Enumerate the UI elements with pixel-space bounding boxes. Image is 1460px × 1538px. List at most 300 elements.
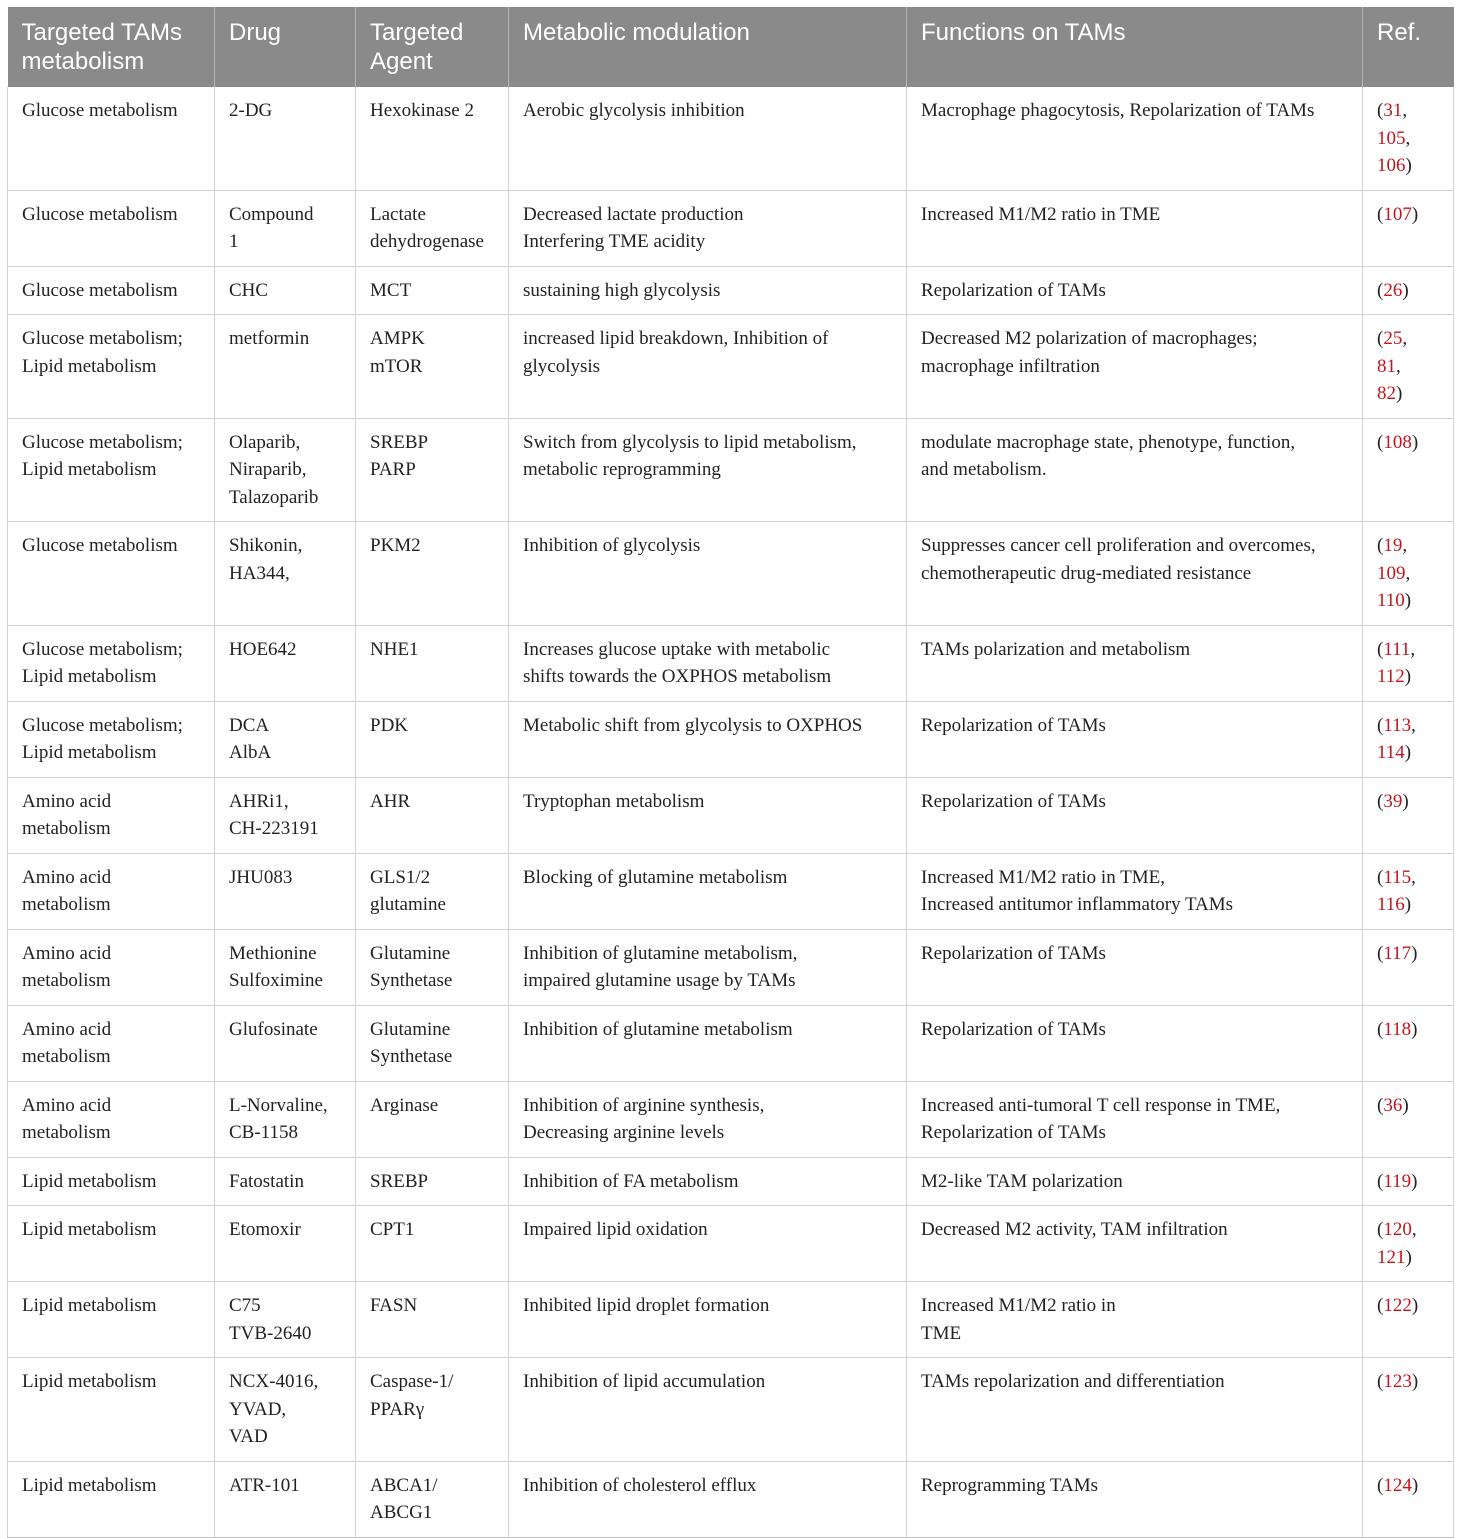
cell-line: Lipid metabolism: [22, 1371, 157, 1392]
cell-metabolic-modulation: [509, 701, 907, 777]
cell-targeted-agent: [356, 1282, 509, 1358]
cell-drug: [215, 701, 356, 777]
ref-link[interactable]: 105: [1377, 127, 1406, 149]
cell-line: Increased antitumor inflammatory TAMs: [921, 894, 1234, 915]
cell-line: macrophage infiltration: [921, 355, 1100, 377]
cell-line: metabolism: [22, 970, 111, 991]
cell-metabolic-modulation: [509, 266, 907, 315]
cell-line: Hexokinase 2: [370, 100, 474, 121]
cell-line: metabolism: [22, 1046, 111, 1067]
cell-drug: [215, 1282, 356, 1358]
cell-line: Glucose metabolism: [22, 203, 178, 225]
ref-punct: ): [1402, 279, 1409, 301]
ref-punct: (: [1377, 638, 1384, 660]
cell-line: M2-like TAM polarization: [921, 1170, 1123, 1192]
table-row: [8, 1206, 1454, 1282]
cell-targeted-agent: [356, 1461, 509, 1537]
cell-metabolic-modulation: [509, 1005, 907, 1081]
cell-line: Inhibited lipid droplet formation: [523, 1295, 770, 1316]
ref-line: [1377, 1292, 1445, 1320]
cell-metabolism: [8, 190, 215, 266]
cell-line: Talazoparib: [229, 486, 319, 508]
ref-line: [1377, 788, 1445, 816]
cell-targeted-agent: [356, 777, 509, 853]
cell-drug: [215, 522, 356, 626]
ref-punct: ,: [1402, 535, 1408, 556]
cell-drug: [215, 315, 356, 419]
ref-link[interactable]: 26: [1383, 279, 1403, 301]
ref-link[interactable]: 106: [1377, 155, 1406, 176]
cell-line: Glutamine: [370, 942, 451, 964]
ref-link[interactable]: 120: [1383, 1219, 1412, 1240]
cell-line: Amino acid: [22, 1094, 112, 1116]
cell-line: AlbA: [229, 742, 272, 763]
cell-line: HA344,: [229, 562, 290, 584]
ref-punct: (: [1377, 535, 1384, 556]
ref-punct: ,: [1405, 562, 1411, 584]
cell-line: Increased M1/M2 ratio in TME: [921, 203, 1161, 225]
cell-drug: [215, 1358, 356, 1462]
ref-link[interactable]: 122: [1383, 1295, 1412, 1316]
ref-punct: ): [1411, 1018, 1418, 1040]
cell-line: Inhibition of glutamine metabolism: [523, 1018, 793, 1040]
cell-line: SREBP: [370, 1170, 429, 1192]
ref-line: [1377, 712, 1445, 740]
cell-line: Lactate: [370, 203, 426, 225]
cell-targeted-agent: [356, 1157, 509, 1206]
cell-metabolic-modulation: [509, 315, 907, 419]
cell-metabolic-modulation: [509, 87, 907, 190]
cell-line: Glucose metabolism: [22, 535, 178, 556]
cell-line: Niraparib,: [229, 459, 307, 480]
cell-line: Suppresses cancer cell proliferation and overcomes,: [921, 535, 1316, 556]
cell-functions: [907, 929, 1363, 1005]
ref-punct: (: [1377, 714, 1384, 736]
cell-ref: [1363, 1282, 1454, 1358]
cell-line: dehydrogenase: [370, 231, 484, 252]
ref-punct: ): [1411, 1295, 1419, 1316]
cell-ref: [1363, 1358, 1454, 1462]
ref-punct: (: [1377, 100, 1384, 121]
ref-line: [1377, 864, 1445, 892]
cell-metabolism: [8, 777, 215, 853]
ref-punct: ): [1411, 1474, 1419, 1496]
ref-line: [1377, 353, 1445, 381]
cell-metabolism: [8, 1461, 215, 1537]
cell-ref: [1363, 701, 1454, 777]
ref-punct: (: [1377, 1295, 1384, 1316]
ref-link[interactable]: 112: [1377, 666, 1405, 687]
ref-punct: ,: [1411, 714, 1416, 736]
cell-line: C75: [229, 1295, 261, 1316]
header-targeted-agent: [356, 7, 509, 87]
cell-line: L-Norvaline,: [229, 1094, 328, 1116]
ref-link[interactable]: 107: [1383, 203, 1412, 225]
cell-drug: [215, 625, 356, 701]
cell-line: Tryptophan metabolism: [523, 790, 705, 812]
cell-metabolism: [8, 1282, 215, 1358]
cell-line: GLS1/2: [370, 866, 431, 888]
ref-punct: (: [1377, 328, 1384, 349]
ref-link[interactable]: 39: [1383, 790, 1403, 812]
cell-line: Lipid metabolism: [22, 459, 157, 480]
cell-line: NCX-4016,: [229, 1371, 319, 1392]
cell-ref: [1363, 418, 1454, 522]
ref-link[interactable]: 111: [1383, 638, 1411, 660]
cell-line: PKM2: [370, 535, 421, 556]
cell-line: Aerobic glycolysis inhibition: [523, 100, 745, 121]
cell-targeted-agent: [356, 1206, 509, 1282]
ref-link[interactable]: 82: [1377, 383, 1396, 404]
cell-line: TAMs polarization and metabolism: [921, 638, 1191, 660]
cell-line: Decreased M2 polarization of macrophages;: [921, 328, 1258, 349]
ref-punct: ): [1402, 790, 1409, 812]
header-ref: [1363, 7, 1454, 87]
cell-ref: [1363, 522, 1454, 626]
cell-targeted-agent: [356, 853, 509, 929]
ref-punct: ): [1405, 155, 1412, 176]
cell-line: CPT1: [370, 1219, 415, 1240]
cell-metabolic-modulation: [509, 929, 907, 1005]
cell-metabolism: [8, 87, 215, 190]
cell-line: DCA: [229, 714, 270, 736]
cell-metabolic-modulation: [509, 522, 907, 626]
cell-metabolic-modulation: [509, 1461, 907, 1537]
cell-drug: [215, 1461, 356, 1537]
cell-line: Lipid metabolism: [22, 1474, 157, 1496]
ref-link[interactable]: 25: [1383, 328, 1403, 349]
cell-line: Inhibition of glutamine metabolism,: [523, 942, 798, 964]
table-header: [8, 7, 1454, 87]
ref-punct: (: [1377, 279, 1384, 301]
ref-link[interactable]: 121: [1377, 1246, 1406, 1268]
cell-line: Repolarization of TAMs: [921, 790, 1106, 812]
cell-targeted-agent: [356, 1358, 509, 1462]
cell-targeted-agent: [356, 87, 509, 190]
cell-metabolic-modulation: [509, 625, 907, 701]
cell-line: Repolarization of TAMs: [921, 1122, 1106, 1143]
table-row: [8, 87, 1454, 190]
cell-line: Drug: [229, 19, 282, 46]
cell-ref: [1363, 87, 1454, 190]
cell-line: Lipid metabolism: [22, 1219, 157, 1240]
cell-line: Etomoxir: [229, 1219, 301, 1240]
cell-line: Decreased M2 activity, TAM infiltration: [921, 1219, 1228, 1240]
cell-line: Glucose metabolism;: [22, 431, 183, 453]
ref-link[interactable]: 118: [1383, 1018, 1412, 1040]
cell-drug: [215, 190, 356, 266]
table-body: [8, 87, 1454, 1537]
cell-line: Lipid metabolism: [22, 666, 157, 687]
cell-functions: [907, 1282, 1363, 1358]
ref-punct: ,: [1411, 1219, 1417, 1240]
cell-line: Inhibition of glycolysis: [523, 535, 701, 556]
ref-link[interactable]: 19: [1383, 535, 1403, 556]
cell-metabolic-modulation: [509, 418, 907, 522]
cell-line: Amino acid: [22, 1018, 112, 1040]
cell-line: impaired glutamine usage by TAMs: [523, 970, 796, 991]
ref-punct: (: [1377, 1371, 1384, 1392]
ref-punct: ): [1411, 203, 1419, 225]
cell-targeted-agent: [356, 625, 509, 701]
cell-metabolic-modulation: [509, 1081, 907, 1157]
cell-functions: [907, 418, 1363, 522]
table-row: [8, 1005, 1454, 1081]
cell-ref: [1363, 777, 1454, 853]
ref-punct: (: [1377, 866, 1384, 888]
cell-line: ATR-101: [229, 1474, 300, 1496]
cell-ref: [1363, 1461, 1454, 1537]
cell-line: Amino acid: [22, 866, 112, 888]
cell-line: metabolism: [22, 1122, 111, 1143]
cell-ref: [1363, 853, 1454, 929]
cell-line: Inhibition of lipid accumulation: [523, 1371, 766, 1392]
cell-functions: [907, 1358, 1363, 1462]
ref-punct: ): [1411, 1170, 1418, 1192]
ref-line: [1377, 940, 1445, 968]
header-metabolic-modulation: [509, 7, 907, 87]
ref-link[interactable]: 114: [1377, 742, 1405, 763]
cell-line: Impaired lipid oxidation: [523, 1219, 708, 1240]
ref-punct: ,: [1396, 355, 1401, 377]
ref-link[interactable]: 117: [1383, 942, 1412, 964]
ref-link[interactable]: 113: [1383, 714, 1412, 736]
ref-link[interactable]: 119: [1383, 1170, 1412, 1192]
tams-metabolism-table: [7, 7, 1454, 1538]
cell-targeted-agent: [356, 418, 509, 522]
ref-punct: (: [1377, 203, 1384, 225]
cell-line: Increased M1/M2 ratio in: [921, 1295, 1116, 1316]
ref-line: [1377, 201, 1445, 229]
ref-link[interactable]: 116: [1377, 894, 1405, 915]
cell-line: 2-DG: [229, 100, 273, 121]
cell-line: Metabolic shift from glycolysis to OXPHOS: [523, 714, 863, 736]
cell-line: VAD: [229, 1426, 268, 1447]
cell-line: Synthetase: [370, 1046, 453, 1067]
cell-metabolism: [8, 315, 215, 419]
cell-line: Decreased lactate production: [523, 203, 744, 225]
cell-targeted-agent: [356, 929, 509, 1005]
ref-punct: ): [1396, 383, 1403, 404]
cell-line: PDK: [370, 714, 409, 736]
cell-line: AMPK: [370, 328, 425, 349]
ref-link[interactable]: 124: [1383, 1474, 1412, 1496]
cell-drug: [215, 1157, 356, 1206]
cell-ref: [1363, 625, 1454, 701]
cell-line: Fatostatin: [229, 1170, 304, 1192]
cell-line: Increased anti-tumoral T cell response in TME,: [921, 1094, 1281, 1116]
cell-ref: [1363, 266, 1454, 315]
cell-metabolism: [8, 418, 215, 522]
cell-line: Glucose metabolism;: [22, 328, 183, 349]
ref-link[interactable]: 31: [1383, 100, 1403, 121]
cell-line: mTOR: [370, 355, 423, 377]
ref-link[interactable]: 108: [1383, 431, 1412, 453]
ref-punct: (: [1377, 1219, 1384, 1240]
cell-line: JHU083: [229, 866, 293, 888]
ref-line: [1377, 1092, 1445, 1120]
ref-punct: (: [1377, 1018, 1384, 1040]
cell-functions: [907, 1081, 1363, 1157]
cell-metabolism: [8, 1005, 215, 1081]
cell-line: ABCA1/: [370, 1474, 438, 1496]
table-row: [8, 315, 1454, 419]
ref-line: [1377, 277, 1445, 305]
cell-line: Metabolic modulation: [523, 19, 750, 46]
cell-line: Inhibition of cholesterol efflux: [523, 1474, 757, 1496]
cell-functions: [907, 190, 1363, 266]
cell-line: AHRi1,: [229, 790, 289, 812]
cell-line: glutamine: [370, 894, 446, 915]
ref-punct: ,: [1402, 100, 1408, 121]
ref-punct: ): [1404, 894, 1412, 915]
cell-line: 1: [229, 231, 239, 252]
cell-line: Targeted: [370, 19, 464, 46]
ref-line: [1377, 97, 1445, 125]
ref-link[interactable]: 115: [1383, 866, 1412, 888]
ref-punct: (: [1377, 1170, 1384, 1192]
cell-line: SREBP: [370, 431, 429, 453]
cell-line: Repolarization of TAMs: [921, 942, 1106, 964]
table-row: [8, 1461, 1454, 1537]
cell-line: Repolarization of TAMs: [921, 714, 1106, 736]
ref-punct: ): [1411, 431, 1419, 453]
cell-line: Increases glucose uptake with metabolic: [523, 638, 831, 660]
cell-line: metabolism: [21, 48, 145, 75]
cell-line: Interfering TME acidity: [523, 231, 706, 252]
ref-link[interactable]: 81: [1377, 355, 1396, 377]
table-row: [8, 853, 1454, 929]
ref-punct: ,: [1410, 638, 1416, 660]
ref-punct: ): [1404, 590, 1412, 611]
cell-targeted-agent: [356, 266, 509, 315]
cell-line: Shikonin,: [229, 535, 303, 556]
table-row: [8, 190, 1454, 266]
cell-line: NHE1: [370, 638, 419, 660]
ref-link[interactable]: 123: [1383, 1371, 1412, 1392]
cell-functions: [907, 87, 1363, 190]
ref-line: [1377, 739, 1445, 767]
table-row: [8, 1358, 1454, 1462]
cell-line: YVAD,: [229, 1398, 287, 1420]
ref-link[interactable]: 109: [1377, 562, 1406, 584]
cell-line: chemotherapeutic drug-mediated resistance: [921, 562, 1252, 584]
table-row: [8, 1157, 1454, 1206]
cell-line: metformin: [229, 328, 310, 349]
ref-punct: ): [1411, 942, 1418, 964]
cell-functions: [907, 522, 1363, 626]
cell-line: Inhibition of arginine synthesis,: [523, 1094, 765, 1116]
cell-drug: [215, 929, 356, 1005]
cell-line: Targeted TAMs: [21, 19, 183, 46]
cell-line: CHC: [229, 279, 269, 301]
cell-line: TAMs repolarization and differentiation: [921, 1371, 1225, 1392]
cell-functions: [907, 315, 1363, 419]
cell-ref: [1363, 1005, 1454, 1081]
cell-metabolism: [8, 853, 215, 929]
cell-metabolic-modulation: [509, 1282, 907, 1358]
ref-punct: ): [1404, 666, 1412, 687]
cell-metabolic-modulation: [509, 190, 907, 266]
ref-line: [1377, 429, 1445, 457]
cell-metabolic-modulation: [509, 1206, 907, 1282]
cell-line: Glucose metabolism: [22, 100, 178, 121]
cell-ref: [1363, 190, 1454, 266]
cell-functions: [907, 701, 1363, 777]
cell-drug: [215, 1206, 356, 1282]
cell-ref: [1363, 1157, 1454, 1206]
ref-punct: ): [1411, 1371, 1419, 1392]
cell-drug: [215, 1005, 356, 1081]
cell-line: CB-1158: [229, 1122, 298, 1143]
ref-punct: ,: [1405, 127, 1411, 149]
cell-line: Functions on TAMs: [921, 19, 1126, 46]
table-row: [8, 522, 1454, 626]
cell-ref: [1363, 315, 1454, 419]
cell-line: Increased M1/M2 ratio in TME,: [921, 866, 1165, 888]
cell-metabolic-modulation: [509, 853, 907, 929]
cell-line: Repolarization of TAMs: [921, 1018, 1106, 1040]
table-row: [8, 701, 1454, 777]
table-row: [8, 777, 1454, 853]
cell-line: Ref.: [1377, 19, 1422, 46]
cell-line: metabolism: [22, 894, 111, 915]
ref-punct: (: [1377, 790, 1384, 812]
cell-line: Methionine: [229, 942, 317, 964]
cell-line: PPARγ: [370, 1398, 425, 1420]
cell-line: Agent: [370, 48, 433, 75]
cell-targeted-agent: [356, 315, 509, 419]
header-targeted-tams-metabolism: [8, 7, 215, 87]
table-row: [8, 266, 1454, 315]
cell-line: Sulfoximine: [229, 970, 323, 991]
table-row: [8, 1081, 1454, 1157]
ref-link[interactable]: 110: [1377, 590, 1405, 611]
cell-functions: [907, 1206, 1363, 1282]
cell-line: metabolism: [22, 818, 111, 839]
ref-link[interactable]: 36: [1383, 1094, 1403, 1116]
cell-line: CH-223191: [229, 818, 319, 839]
cell-metabolic-modulation: [509, 1358, 907, 1462]
cell-line: TVB-2640: [229, 1322, 312, 1344]
cell-metabolism: [8, 929, 215, 1005]
header-drug: [215, 7, 356, 87]
table-row: [8, 418, 1454, 522]
ref-line: [1377, 587, 1445, 615]
cell-line: Lipid metabolism: [22, 742, 157, 763]
cell-line: HOE642: [229, 638, 297, 660]
cell-line: shifts towards the OXPHOS metabolism: [523, 666, 832, 687]
ref-punct: (: [1377, 1474, 1384, 1496]
ref-punct: ,: [1402, 328, 1408, 349]
cell-line: Glufosinate: [229, 1018, 318, 1040]
cell-metabolic-modulation: [509, 1157, 907, 1206]
cell-line: Glucose metabolism;: [22, 638, 183, 660]
ref-line: [1377, 1368, 1445, 1396]
cell-line: Glucose metabolism: [22, 279, 178, 301]
table-row: [8, 1282, 1454, 1358]
ref-punct: (: [1377, 1094, 1384, 1116]
cell-line: metabolic reprogramming: [523, 459, 721, 480]
ref-line: [1377, 560, 1445, 588]
ref-line: [1377, 636, 1445, 664]
ref-line: [1377, 532, 1445, 560]
cell-targeted-agent: [356, 1005, 509, 1081]
cell-line: TME: [921, 1322, 962, 1344]
cell-functions: [907, 1157, 1363, 1206]
cell-functions: [907, 266, 1363, 315]
cell-line: Macrophage phagocytosis, Repolarization of TAMs: [921, 100, 1315, 121]
